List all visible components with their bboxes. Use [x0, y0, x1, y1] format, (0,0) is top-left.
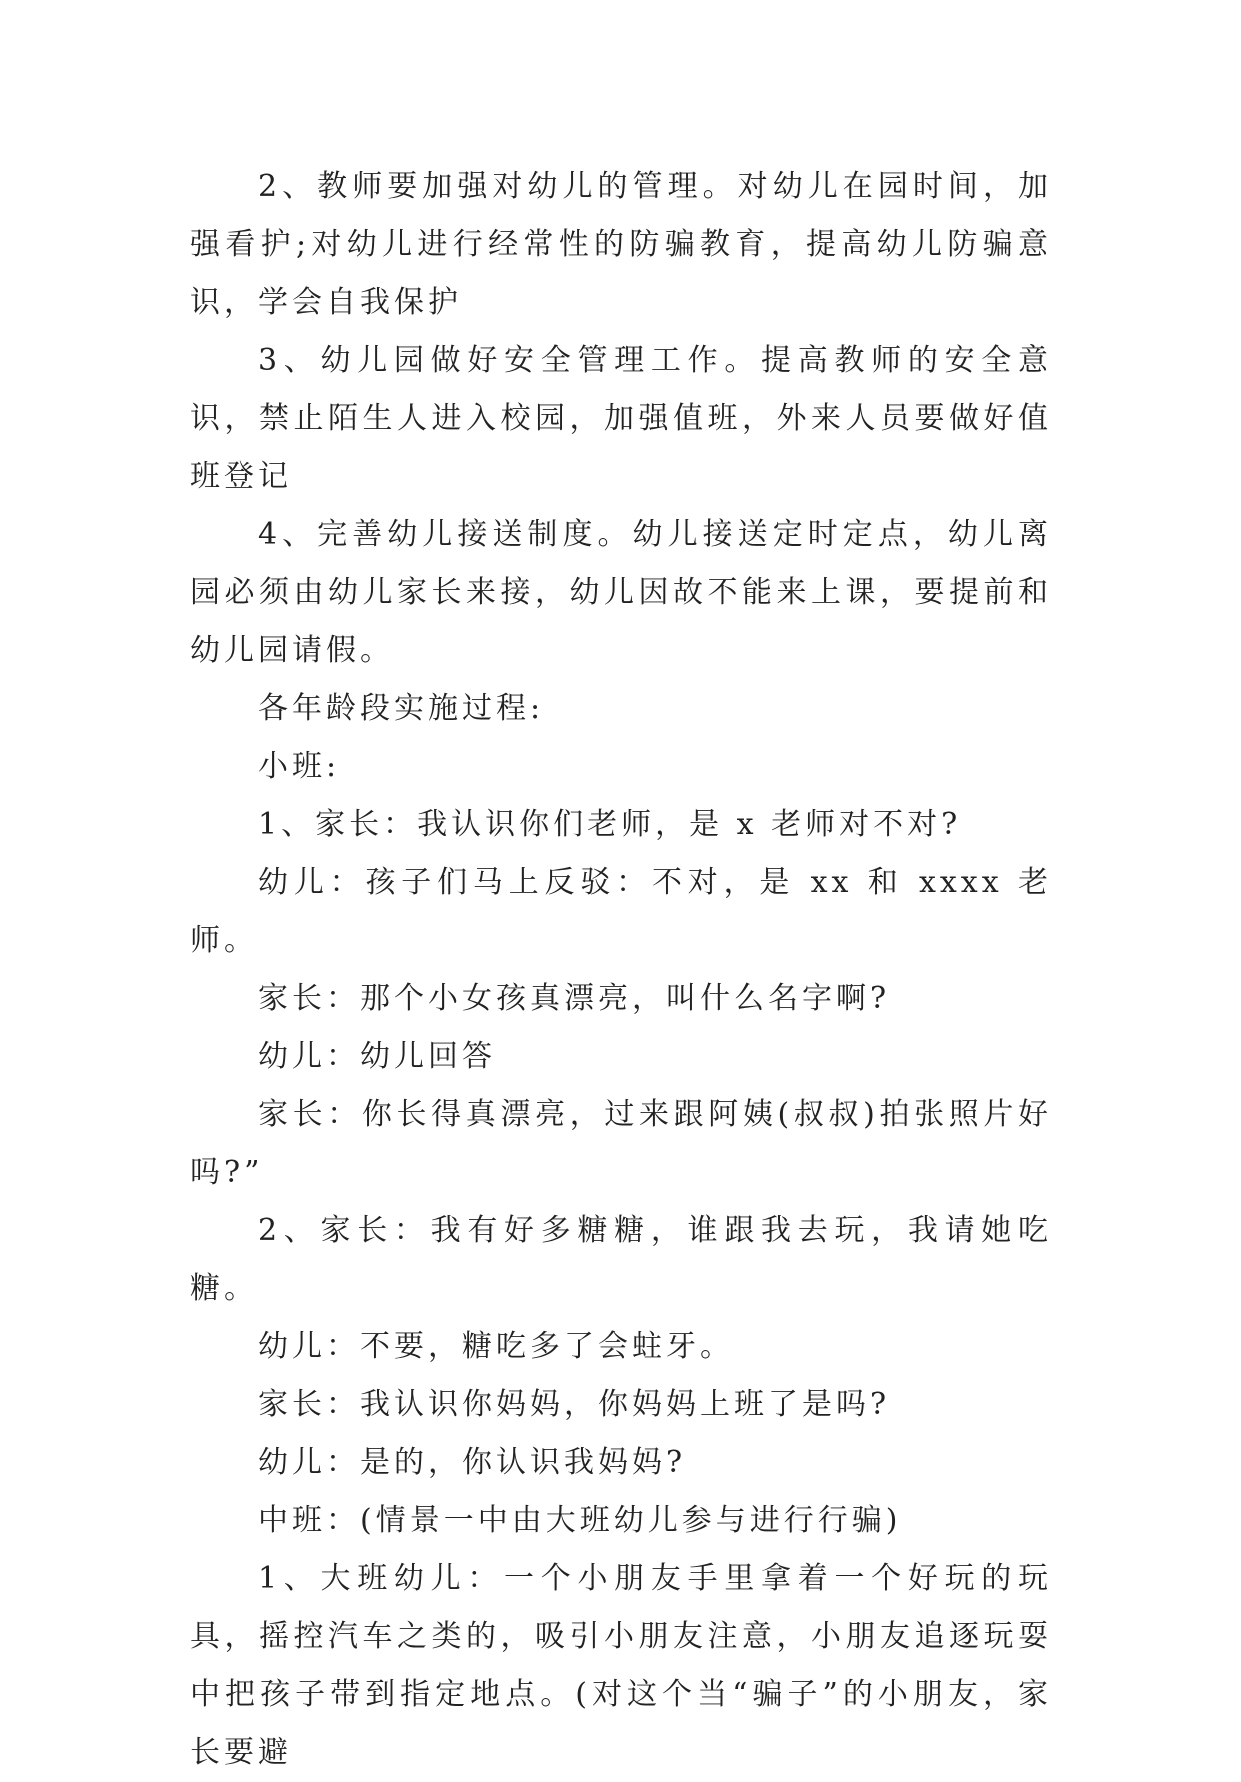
subheading-small-class: 小班: [258, 749, 341, 784]
dialogue-line: 幼儿：是的，你认识我妈妈? [258, 1445, 687, 1480]
paragraph-item-2: 2、教师要加强对幼儿的管理。对幼儿在园时间，加强看护;对幼儿进行经常性的防骗教育，提高幼儿防骗意识，学会自我保护 [190, 169, 1052, 320]
dialogue-line: 家长：那个小女孩真漂亮，叫什么名字啊? [258, 981, 891, 1016]
dialogue-line: 家长：你长得真漂亮，过来跟阿姨(叔叔)拍张照片好吗?” [190, 1097, 1052, 1190]
subheading-middle-class: 中班：(情景一中由大班幼儿参与进行行骗) [258, 1503, 902, 1538]
paragraph-item-3: 3、幼儿园做好安全管理工作。提高教师的安全意识，禁止陌生人进入校园，加强值班，外来人员要做好值班登记 [190, 343, 1052, 494]
document-body [190, 158, 1052, 1782]
dialogue-line: 家长：我认识你妈妈，你妈妈上班了是吗? [258, 1387, 891, 1422]
dialogue-line: 幼儿：孩子们马上反驳：不对，是 xx 和 xxxx 老师。 [190, 865, 1052, 958]
scenario-paragraph: 1、大班幼儿：一个小朋友手里拿着一个好玩的玩具，摇控汽车之类的，吸引小朋友注意，小朋友追逐玩耍中把孩子带到指定地点。(对这个当“骗子”的小朋友，家长要避 [190, 1561, 1052, 1770]
dialogue-line: 1、家长：我认识你们老师，是 x 老师对不对? [258, 807, 962, 842]
dialogue-line: 幼儿：幼儿回答 [258, 1039, 496, 1074]
section-heading-age-groups: 各年龄段实施过程: [258, 691, 545, 726]
dialogue-line: 2、家长：我有好多糖糖，谁跟我去玩，我请她吃糖。 [190, 1213, 1052, 1306]
dialogue-line: 幼儿：不要，糖吃多了会蛀牙。 [258, 1329, 734, 1364]
paragraph-item-4: 4、完善幼儿接送制度。幼儿接送定时定点，幼儿离园必须由幼儿家长来接，幼儿因故不能来上课，要提前和幼儿园请假。 [190, 517, 1052, 668]
